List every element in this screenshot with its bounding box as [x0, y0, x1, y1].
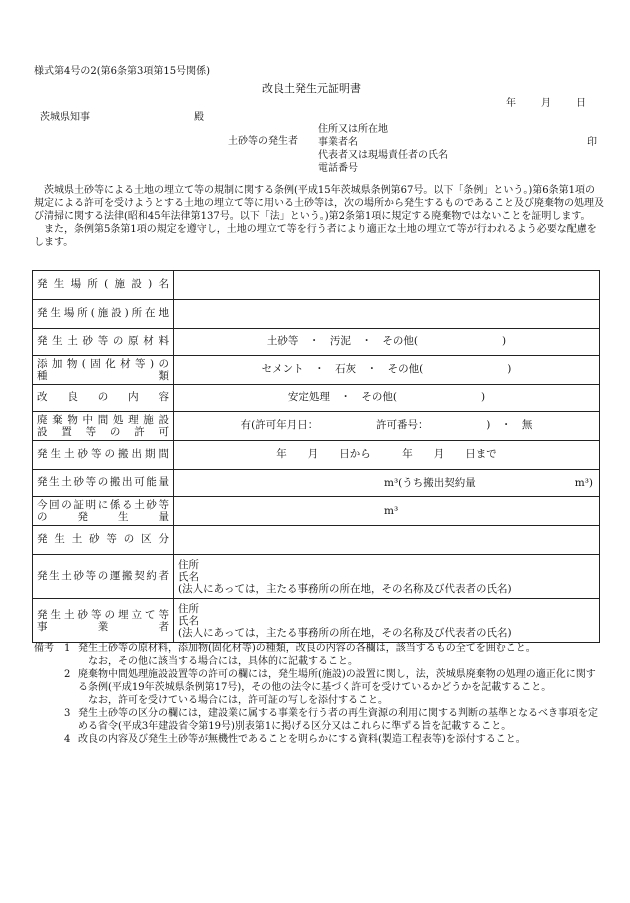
remarks — [34, 642, 604, 746]
transporter-name-label: 氏名 — [178, 570, 199, 583]
additive-label: 添加物(固化材等)の 種類 — [33, 356, 174, 385]
honorific: 殿 — [194, 112, 204, 123]
applicant-company-label: 事業者名 — [318, 137, 358, 148]
transporter-field[interactable] — [174, 555, 600, 599]
note-4: 4 改良の内容及び発生土砂等が無機性であることを明らかにする資料(製造工程表等)を添付すること。 — [64, 734, 526, 745]
row-site-name — [33, 271, 600, 300]
additive-options[interactable]: セメント ・ 石灰 ・ その他( ) — [174, 356, 600, 385]
seal-mark: 印 — [587, 137, 597, 148]
capacity-field[interactable] — [174, 470, 600, 497]
applicant-address-label: 住所又は所在地 — [318, 124, 388, 135]
row-category — [33, 526, 600, 555]
row-site-address — [33, 300, 600, 329]
landfill-operator-label: 発生土砂等の埋立て等 事業者 — [33, 599, 174, 643]
row-additive — [33, 356, 600, 385]
row-raw-material — [33, 329, 600, 356]
document-title: 改良土発生元証明書 — [262, 82, 361, 95]
applicant-label: 土砂等の発生者 — [228, 136, 298, 147]
period-field[interactable]: 年 月 日から 年 月 日まで — [174, 441, 600, 470]
note-2: 2 廃棄物中間処理施設設置等の許可の欄には，発生場所(施設)の設置に関し，法，茨城県廃棄物の処理の適正化に関する条例(平成19年茨城県条例第17号)，その他の法令に基づく許可を受けているかどうかを記載すること。 なお，許可を受けている場合には，許可証の写しを添付すること。 — [64, 669, 596, 706]
date-day: 日 — [576, 98, 586, 109]
site-address-field[interactable] — [174, 300, 600, 329]
row-volume — [33, 497, 600, 526]
form-number: 様式第4号の2(第6条第3項第15号関係) — [34, 66, 210, 77]
applicant-phone-label: 電話番号 — [318, 163, 358, 174]
volume-label: 今回の証明に係る土砂等 の発生量 — [33, 497, 174, 526]
volume-unit: m³ — [384, 505, 399, 517]
contract-unit: m³) — [574, 477, 593, 489]
operator-address-label: 住所 — [178, 602, 199, 615]
row-period — [33, 441, 600, 470]
transporter-address-label: 住所 — [178, 558, 199, 571]
row-capacity — [33, 470, 600, 497]
capacity-label: 発生土砂等の搬出可能量 — [33, 470, 174, 497]
raw-material-label: 発生土砂等の原材料 — [33, 329, 174, 356]
note-3: 3 発生土砂等の区分の欄には，建設業に属する事業を行う者の再生資源の利用に関する判断の基準となるべき事項を定める省令(平成3年建設省令第19号)別表第1に掲げる区分又はこれらに準ずる旨を記載すること。 — [64, 708, 598, 732]
landfill-operator-field[interactable] — [174, 599, 600, 643]
operator-corporate-note: (法人にあっては，主たる事務所の所在地，その名称及び代表者の氏名) — [178, 626, 512, 639]
operator-name-label: 氏名 — [178, 614, 199, 627]
site-address-label: 発生場所(施設)所在地 — [33, 300, 174, 329]
transporter-label: 発生土砂等の運搬契約者 — [33, 555, 174, 599]
remarks-heading: 備考 — [34, 643, 54, 654]
addressee: 茨城県知事 — [40, 112, 90, 123]
improvement-label: 改良の内容 — [33, 385, 174, 412]
permit-field[interactable]: 有(許可年月日： 許可番号： ) ・ 無 — [174, 412, 600, 441]
improvement-options[interactable]: 安定処理 ・ その他( ) — [174, 385, 600, 412]
certification-text — [34, 184, 604, 249]
certificate-table — [32, 270, 600, 643]
date-year: 年 — [506, 98, 516, 109]
permit-label: 廃棄物中間処理施設 設置等の許可 — [33, 412, 174, 441]
capacity-unit: m³(うち搬出契約量 — [384, 477, 476, 489]
volume-field[interactable] — [174, 497, 600, 526]
site-name-label: 発生場所(施設)名 — [33, 271, 174, 300]
category-field[interactable] — [174, 526, 600, 555]
paragraph-1: 茨城県土砂等による土地の埋立て等の規制に関する条例(平成15年茨城県条例第67号。以下「条例」という。)第6条第1項の規定による許可を受けようとする土地の埋立て等に用いる土砂等は，次の場所から発生するものであること及び廃棄物の処理及び清掃に関する法律(昭和45年法律第137号。以下「法」という。)第2条第1項に規定する廃棄物ではないことを証明します。 — [34, 185, 604, 222]
note-1: 備考 1 発生土砂等の原材料，添加物(固化材等)の種類，改良の内容の各欄は，該当するもの全てを囲むこと。 なお，その他に該当する場合には，具体的に記載すること。 — [34, 643, 536, 667]
row-permit — [33, 412, 600, 441]
transporter-corporate-note: (法人にあっては，主たる事務所の所在地，その名称及び代表者の氏名) — [178, 582, 512, 595]
row-transporter — [33, 555, 600, 599]
site-name-field[interactable] — [174, 271, 600, 300]
date-month: 月 — [541, 98, 551, 109]
period-label: 発生土砂等の搬出期間 — [33, 441, 174, 470]
applicant-representative-label: 代表者又は現場責任者の氏名 — [318, 150, 448, 161]
row-improvement — [33, 385, 600, 412]
row-landfill-operator — [33, 599, 600, 643]
paragraph-2: また，条例第5条第1項の規定を遵守し，土地の埋立て等を行う者により適正な土地の埋立て等が行われるよう必要な配慮をします。 — [34, 224, 597, 248]
raw-material-options[interactable]: 土砂等 ・ 汚泥 ・ その他( ) — [174, 329, 600, 356]
category-label: 発生土砂等の区分 — [33, 526, 174, 555]
